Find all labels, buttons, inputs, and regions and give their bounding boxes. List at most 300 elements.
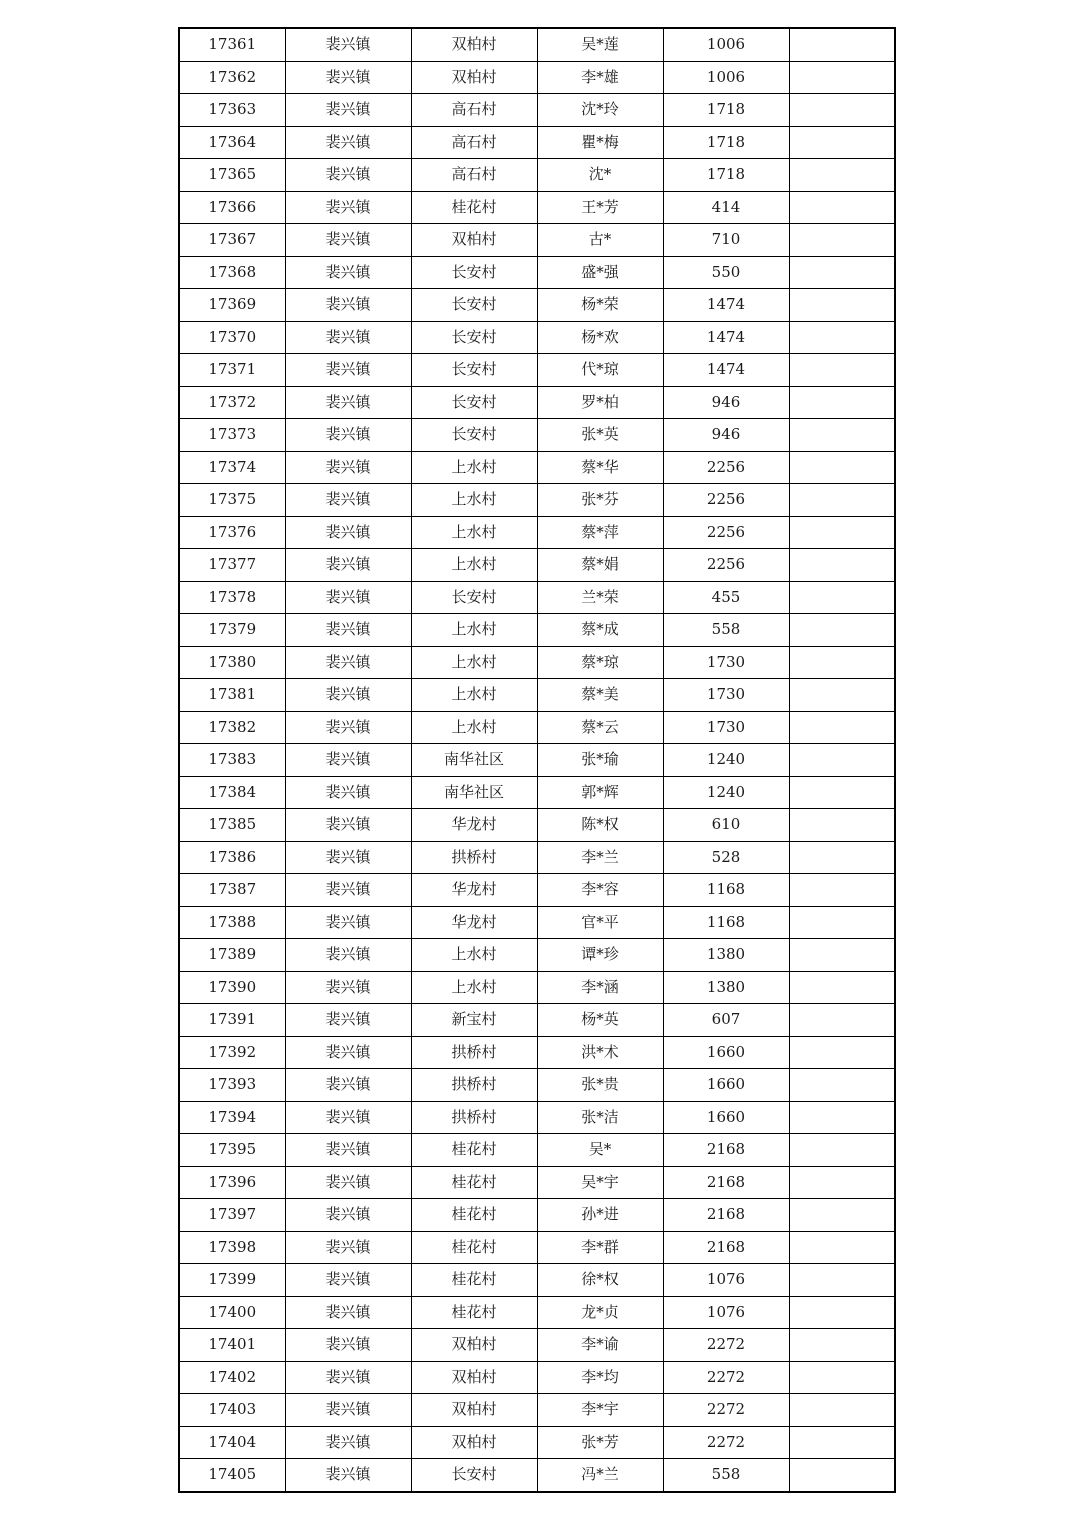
table-row xyxy=(179,1166,895,1199)
table-row xyxy=(179,1036,895,1069)
serial-cell: 17376 xyxy=(179,516,285,549)
remark-cell xyxy=(789,1069,895,1102)
name-cell: 蔡*成 xyxy=(537,614,663,647)
name-cell: 沈*玲 xyxy=(537,94,663,127)
table-row xyxy=(179,354,895,387)
amount-cell: 946 xyxy=(663,386,789,419)
name-cell: 郭*辉 xyxy=(537,776,663,809)
village-cell: 上水村 xyxy=(411,516,537,549)
village-cell: 双柏村 xyxy=(411,1329,537,1362)
name-cell: 杨*欢 xyxy=(537,321,663,354)
name-cell: 吴*宇 xyxy=(537,1166,663,1199)
remark-cell xyxy=(789,419,895,452)
town-cell: 裴兴镇 xyxy=(285,94,411,127)
name-cell: 张*贵 xyxy=(537,1069,663,1102)
village-cell: 拱桥村 xyxy=(411,1101,537,1134)
remark-cell xyxy=(789,484,895,517)
name-cell: 李*宇 xyxy=(537,1394,663,1427)
serial-cell: 17377 xyxy=(179,549,285,582)
name-cell: 蔡*娟 xyxy=(537,549,663,582)
village-cell: 南华社区 xyxy=(411,776,537,809)
name-cell: 蔡*华 xyxy=(537,451,663,484)
remark-cell xyxy=(789,1036,895,1069)
name-cell: 陈*权 xyxy=(537,809,663,842)
table-row xyxy=(179,679,895,712)
name-cell: 李*兰 xyxy=(537,841,663,874)
table-row xyxy=(179,126,895,159)
village-cell: 长安村 xyxy=(411,581,537,614)
town-cell: 裴兴镇 xyxy=(285,1296,411,1329)
name-cell: 吴*莲 xyxy=(537,28,663,61)
amount-cell: 1730 xyxy=(663,646,789,679)
name-cell: 徐*权 xyxy=(537,1264,663,1297)
town-cell: 裴兴镇 xyxy=(285,126,411,159)
table-row xyxy=(179,614,895,647)
name-cell: 蔡*云 xyxy=(537,711,663,744)
village-cell: 长安村 xyxy=(411,321,537,354)
table-row xyxy=(179,1004,895,1037)
amount-cell: 414 xyxy=(663,191,789,224)
town-cell: 裴兴镇 xyxy=(285,224,411,257)
town-cell: 裴兴镇 xyxy=(285,1426,411,1459)
serial-cell: 17401 xyxy=(179,1329,285,1362)
serial-cell: 17361 xyxy=(179,28,285,61)
village-cell: 桂花村 xyxy=(411,1134,537,1167)
name-cell: 洪*术 xyxy=(537,1036,663,1069)
table-row xyxy=(179,744,895,777)
town-cell: 裴兴镇 xyxy=(285,1166,411,1199)
name-cell: 龙*贞 xyxy=(537,1296,663,1329)
village-cell: 长安村 xyxy=(411,354,537,387)
remark-cell xyxy=(789,1264,895,1297)
remark-cell xyxy=(789,1361,895,1394)
name-cell: 孙*进 xyxy=(537,1199,663,1232)
table-row xyxy=(179,646,895,679)
village-cell: 桂花村 xyxy=(411,1264,537,1297)
table-row xyxy=(179,159,895,192)
remark-cell xyxy=(789,906,895,939)
table-row xyxy=(179,289,895,322)
serial-cell: 17391 xyxy=(179,1004,285,1037)
table-row xyxy=(179,1134,895,1167)
town-cell: 裴兴镇 xyxy=(285,1069,411,1102)
remark-cell xyxy=(789,94,895,127)
amount-cell: 610 xyxy=(663,809,789,842)
town-cell: 裴兴镇 xyxy=(285,256,411,289)
remark-cell xyxy=(789,1329,895,1362)
remark-cell xyxy=(789,28,895,61)
name-cell: 蔡*琼 xyxy=(537,646,663,679)
village-cell: 上水村 xyxy=(411,549,537,582)
remark-cell xyxy=(789,711,895,744)
village-cell: 高石村 xyxy=(411,126,537,159)
table-row xyxy=(179,419,895,452)
serial-cell: 17381 xyxy=(179,679,285,712)
name-cell: 古* xyxy=(537,224,663,257)
town-cell: 裴兴镇 xyxy=(285,1004,411,1037)
town-cell: 裴兴镇 xyxy=(285,516,411,549)
town-cell: 裴兴镇 xyxy=(285,646,411,679)
serial-cell: 17373 xyxy=(179,419,285,452)
name-cell: 李*谕 xyxy=(537,1329,663,1362)
town-cell: 裴兴镇 xyxy=(285,679,411,712)
remark-cell xyxy=(789,1004,895,1037)
table-row xyxy=(179,516,895,549)
serial-cell: 17385 xyxy=(179,809,285,842)
remark-cell xyxy=(789,646,895,679)
town-cell: 裴兴镇 xyxy=(285,419,411,452)
village-cell: 桂花村 xyxy=(411,191,537,224)
town-cell: 裴兴镇 xyxy=(285,321,411,354)
serial-cell: 17362 xyxy=(179,61,285,94)
town-cell: 裴兴镇 xyxy=(285,1134,411,1167)
name-cell: 沈* xyxy=(537,159,663,192)
village-cell: 长安村 xyxy=(411,1459,537,1492)
village-cell: 上水村 xyxy=(411,614,537,647)
village-cell: 上水村 xyxy=(411,711,537,744)
town-cell: 裴兴镇 xyxy=(285,1264,411,1297)
village-cell: 高石村 xyxy=(411,159,537,192)
serial-cell: 17375 xyxy=(179,484,285,517)
town-cell: 裴兴镇 xyxy=(285,744,411,777)
amount-cell: 1660 xyxy=(663,1036,789,1069)
table-row xyxy=(179,484,895,517)
table-row xyxy=(179,971,895,1004)
remark-cell xyxy=(789,1166,895,1199)
remark-cell xyxy=(789,776,895,809)
table-row xyxy=(179,1296,895,1329)
name-cell: 李*均 xyxy=(537,1361,663,1394)
amount-cell: 710 xyxy=(663,224,789,257)
village-cell: 长安村 xyxy=(411,289,537,322)
town-cell: 裴兴镇 xyxy=(285,1361,411,1394)
table-row xyxy=(179,1264,895,1297)
table-row xyxy=(179,28,895,61)
amount-cell: 1168 xyxy=(663,874,789,907)
village-cell: 桂花村 xyxy=(411,1231,537,1264)
name-cell: 吴* xyxy=(537,1134,663,1167)
town-cell: 裴兴镇 xyxy=(285,451,411,484)
serial-cell: 17368 xyxy=(179,256,285,289)
table-row xyxy=(179,874,895,907)
amount-cell: 2168 xyxy=(663,1231,789,1264)
village-cell: 长安村 xyxy=(411,419,537,452)
table-row xyxy=(179,1426,895,1459)
village-cell: 高石村 xyxy=(411,94,537,127)
name-cell: 官*平 xyxy=(537,906,663,939)
village-cell: 桂花村 xyxy=(411,1296,537,1329)
amount-cell: 1380 xyxy=(663,971,789,1004)
serial-cell: 17389 xyxy=(179,939,285,972)
serial-cell: 17372 xyxy=(179,386,285,419)
table-body xyxy=(179,28,895,1492)
name-cell: 李*涵 xyxy=(537,971,663,1004)
serial-cell: 17400 xyxy=(179,1296,285,1329)
name-cell: 代*琼 xyxy=(537,354,663,387)
town-cell: 裴兴镇 xyxy=(285,1394,411,1427)
serial-cell: 17371 xyxy=(179,354,285,387)
village-cell: 上水村 xyxy=(411,679,537,712)
table-row xyxy=(179,906,895,939)
remark-cell xyxy=(789,289,895,322)
serial-cell: 17396 xyxy=(179,1166,285,1199)
serial-cell: 17367 xyxy=(179,224,285,257)
table-row xyxy=(179,321,895,354)
town-cell: 裴兴镇 xyxy=(285,159,411,192)
town-cell: 裴兴镇 xyxy=(285,614,411,647)
table-row xyxy=(179,581,895,614)
village-cell: 桂花村 xyxy=(411,1166,537,1199)
town-cell: 裴兴镇 xyxy=(285,874,411,907)
village-cell: 拱桥村 xyxy=(411,1069,537,1102)
town-cell: 裴兴镇 xyxy=(285,906,411,939)
amount-cell: 558 xyxy=(663,1459,789,1492)
amount-cell: 2168 xyxy=(663,1199,789,1232)
village-cell: 长安村 xyxy=(411,386,537,419)
remark-cell xyxy=(789,451,895,484)
name-cell: 王*芳 xyxy=(537,191,663,224)
serial-cell: 17405 xyxy=(179,1459,285,1492)
town-cell: 裴兴镇 xyxy=(285,61,411,94)
remark-cell xyxy=(789,386,895,419)
village-cell: 桂花村 xyxy=(411,1199,537,1232)
remark-cell xyxy=(789,1296,895,1329)
town-cell: 裴兴镇 xyxy=(285,354,411,387)
table-row xyxy=(179,809,895,842)
town-cell: 裴兴镇 xyxy=(285,1036,411,1069)
village-cell: 双柏村 xyxy=(411,1394,537,1427)
town-cell: 裴兴镇 xyxy=(285,1231,411,1264)
serial-cell: 17404 xyxy=(179,1426,285,1459)
remark-cell xyxy=(789,581,895,614)
serial-cell: 17379 xyxy=(179,614,285,647)
serial-cell: 17365 xyxy=(179,159,285,192)
remark-cell xyxy=(789,159,895,192)
serial-cell: 17387 xyxy=(179,874,285,907)
amount-cell: 1718 xyxy=(663,159,789,192)
table-row xyxy=(179,1101,895,1134)
remark-cell xyxy=(789,61,895,94)
name-cell: 张*芳 xyxy=(537,1426,663,1459)
serial-cell: 17397 xyxy=(179,1199,285,1232)
name-cell: 张*芬 xyxy=(537,484,663,517)
table-row xyxy=(179,1231,895,1264)
remark-cell xyxy=(789,191,895,224)
name-cell: 瞿*梅 xyxy=(537,126,663,159)
serial-cell: 17402 xyxy=(179,1361,285,1394)
serial-cell: 17369 xyxy=(179,289,285,322)
village-cell: 上水村 xyxy=(411,939,537,972)
name-cell: 罗*柏 xyxy=(537,386,663,419)
amount-cell: 550 xyxy=(663,256,789,289)
town-cell: 裴兴镇 xyxy=(285,971,411,1004)
amount-cell: 1660 xyxy=(663,1101,789,1134)
amount-cell: 528 xyxy=(663,841,789,874)
amount-cell: 1006 xyxy=(663,61,789,94)
table-row xyxy=(179,841,895,874)
serial-cell: 17366 xyxy=(179,191,285,224)
amount-cell: 1718 xyxy=(663,126,789,159)
town-cell: 裴兴镇 xyxy=(285,1101,411,1134)
town-cell: 裴兴镇 xyxy=(285,289,411,322)
serial-cell: 17363 xyxy=(179,94,285,127)
amount-cell: 2256 xyxy=(663,484,789,517)
table-row xyxy=(179,1199,895,1232)
village-cell: 拱桥村 xyxy=(411,841,537,874)
amount-cell: 1380 xyxy=(663,939,789,972)
table-row xyxy=(179,256,895,289)
remark-cell xyxy=(789,516,895,549)
remark-cell xyxy=(789,1134,895,1167)
remark-cell xyxy=(789,1426,895,1459)
table-row xyxy=(179,224,895,257)
village-cell: 双柏村 xyxy=(411,224,537,257)
town-cell: 裴兴镇 xyxy=(285,711,411,744)
amount-cell: 2168 xyxy=(663,1134,789,1167)
village-cell: 双柏村 xyxy=(411,1361,537,1394)
amount-cell: 1240 xyxy=(663,776,789,809)
table-row xyxy=(179,94,895,127)
amount-cell: 1076 xyxy=(663,1296,789,1329)
amount-cell: 1474 xyxy=(663,354,789,387)
table-row xyxy=(179,1394,895,1427)
amount-cell: 1660 xyxy=(663,1069,789,1102)
amount-cell: 1474 xyxy=(663,289,789,322)
amount-cell: 1474 xyxy=(663,321,789,354)
remark-cell xyxy=(789,1394,895,1427)
remark-cell xyxy=(789,744,895,777)
serial-cell: 17390 xyxy=(179,971,285,1004)
amount-cell: 2168 xyxy=(663,1166,789,1199)
amount-cell: 1006 xyxy=(663,28,789,61)
remark-cell xyxy=(789,874,895,907)
town-cell: 裴兴镇 xyxy=(285,776,411,809)
remark-cell xyxy=(789,679,895,712)
town-cell: 裴兴镇 xyxy=(285,581,411,614)
serial-cell: 17382 xyxy=(179,711,285,744)
table-row xyxy=(179,711,895,744)
name-cell: 杨*英 xyxy=(537,1004,663,1037)
table-row xyxy=(179,386,895,419)
village-cell: 上水村 xyxy=(411,484,537,517)
data-table xyxy=(178,27,896,1493)
table-row xyxy=(179,1069,895,1102)
remark-cell xyxy=(789,841,895,874)
amount-cell: 2256 xyxy=(663,451,789,484)
table-row xyxy=(179,61,895,94)
serial-cell: 17398 xyxy=(179,1231,285,1264)
village-cell: 华龙村 xyxy=(411,906,537,939)
village-cell: 上水村 xyxy=(411,971,537,1004)
remark-cell xyxy=(789,1459,895,1492)
serial-cell: 17380 xyxy=(179,646,285,679)
serial-cell: 17364 xyxy=(179,126,285,159)
table-row xyxy=(179,1329,895,1362)
amount-cell: 607 xyxy=(663,1004,789,1037)
remark-cell xyxy=(789,1101,895,1134)
remark-cell xyxy=(789,971,895,1004)
amount-cell: 2256 xyxy=(663,549,789,582)
remark-cell xyxy=(789,614,895,647)
amount-cell: 2272 xyxy=(663,1394,789,1427)
name-cell: 杨*荣 xyxy=(537,289,663,322)
town-cell: 裴兴镇 xyxy=(285,841,411,874)
remark-cell xyxy=(789,256,895,289)
serial-cell: 17403 xyxy=(179,1394,285,1427)
amount-cell: 1730 xyxy=(663,711,789,744)
table-row xyxy=(179,939,895,972)
town-cell: 裴兴镇 xyxy=(285,1459,411,1492)
serial-cell: 17386 xyxy=(179,841,285,874)
serial-cell: 17383 xyxy=(179,744,285,777)
village-cell: 双柏村 xyxy=(411,28,537,61)
name-cell: 蔡*美 xyxy=(537,679,663,712)
amount-cell: 1240 xyxy=(663,744,789,777)
remark-cell xyxy=(789,126,895,159)
amount-cell: 2272 xyxy=(663,1361,789,1394)
amount-cell: 2272 xyxy=(663,1426,789,1459)
name-cell: 李*雄 xyxy=(537,61,663,94)
table-row xyxy=(179,549,895,582)
serial-cell: 17392 xyxy=(179,1036,285,1069)
remark-cell xyxy=(789,939,895,972)
village-cell: 上水村 xyxy=(411,646,537,679)
village-cell: 南华社区 xyxy=(411,744,537,777)
amount-cell: 946 xyxy=(663,419,789,452)
village-cell: 上水村 xyxy=(411,451,537,484)
town-cell: 裴兴镇 xyxy=(285,28,411,61)
name-cell: 张*洁 xyxy=(537,1101,663,1134)
name-cell: 张*英 xyxy=(537,419,663,452)
name-cell: 盛*强 xyxy=(537,256,663,289)
remark-cell xyxy=(789,321,895,354)
remark-cell xyxy=(789,1199,895,1232)
amount-cell: 1718 xyxy=(663,94,789,127)
remark-cell xyxy=(789,354,895,387)
name-cell: 谭*珍 xyxy=(537,939,663,972)
name-cell: 蔡*萍 xyxy=(537,516,663,549)
village-cell: 双柏村 xyxy=(411,1426,537,1459)
serial-cell: 17384 xyxy=(179,776,285,809)
village-cell: 拱桥村 xyxy=(411,1036,537,1069)
village-cell: 双柏村 xyxy=(411,61,537,94)
table-row xyxy=(179,1361,895,1394)
town-cell: 裴兴镇 xyxy=(285,809,411,842)
name-cell: 张*瑜 xyxy=(537,744,663,777)
amount-cell: 558 xyxy=(663,614,789,647)
name-cell: 李*容 xyxy=(537,874,663,907)
name-cell: 冯*兰 xyxy=(537,1459,663,1492)
serial-cell: 17378 xyxy=(179,581,285,614)
amount-cell: 455 xyxy=(663,581,789,614)
town-cell: 裴兴镇 xyxy=(285,549,411,582)
village-cell: 华龙村 xyxy=(411,809,537,842)
remark-cell xyxy=(789,224,895,257)
amount-cell: 2272 xyxy=(663,1329,789,1362)
serial-cell: 17393 xyxy=(179,1069,285,1102)
table-row xyxy=(179,191,895,224)
amount-cell: 1730 xyxy=(663,679,789,712)
name-cell: 李*群 xyxy=(537,1231,663,1264)
name-cell: 兰*荣 xyxy=(537,581,663,614)
table-row xyxy=(179,1459,895,1492)
town-cell: 裴兴镇 xyxy=(285,484,411,517)
town-cell: 裴兴镇 xyxy=(285,386,411,419)
town-cell: 裴兴镇 xyxy=(285,1199,411,1232)
remark-cell xyxy=(789,809,895,842)
table-row xyxy=(179,776,895,809)
serial-cell: 17388 xyxy=(179,906,285,939)
